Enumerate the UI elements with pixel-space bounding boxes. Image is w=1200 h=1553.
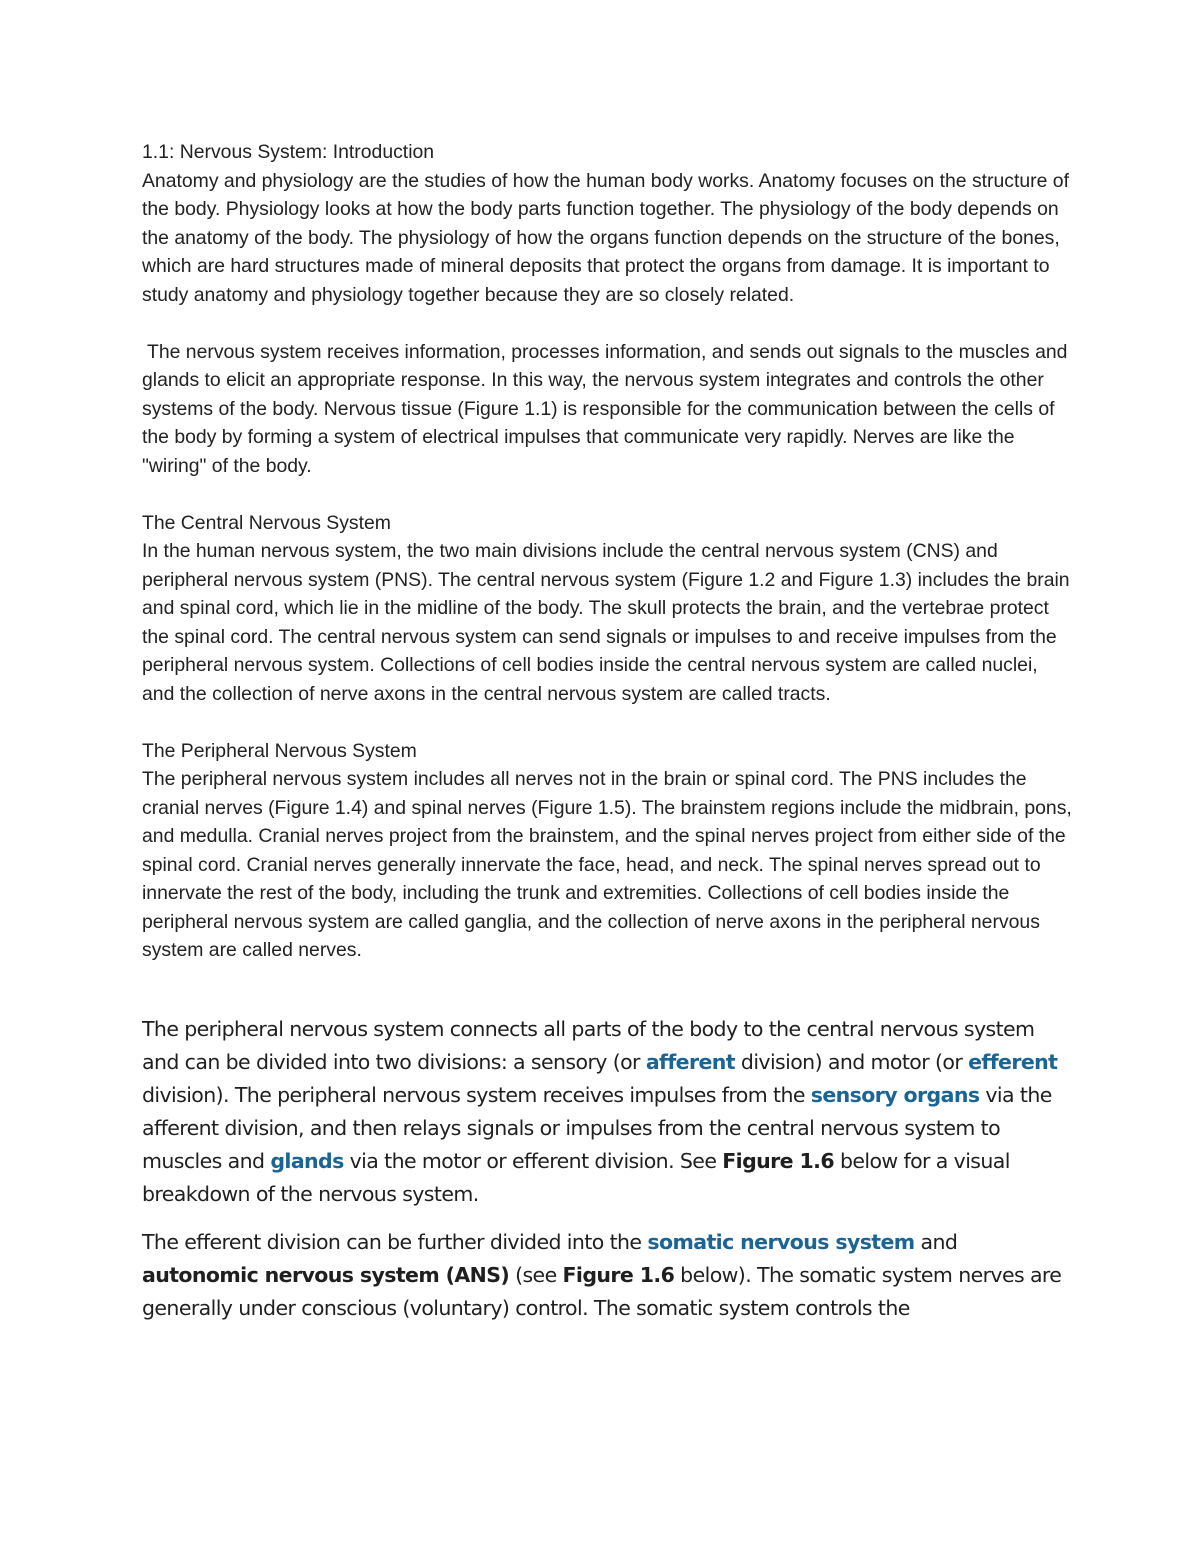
text-run: The efferent division can be further divided into the [142,1229,648,1254]
text-run: The peripheral nervous system connects all parts of the body to the central nervous system and can be divided into two divisions: a sensory (or [142,1016,1035,1074]
afferent-link[interactable]: afferent [645,1049,735,1074]
pns-heading: The Peripheral Nervous System [142,739,417,762]
text-run: below). The somatic system nerves are generally under conscious (voluntary) control. The somatic system controls the [142,1262,1062,1320]
arial-section [142,138,1072,965]
cns-heading: The Central Nervous System [142,511,391,534]
figure-reference: Figure 1.6 [722,1148,835,1173]
document-page [142,138,1072,1325]
divisions-section [142,1013,1072,1211]
cns-paragraph: In the human nervous system, the two main divisions include the central nervous system (CNS) and peripheral nervous system (PNS). The central nervous system (Figure 1.2 and Figure 1.3) includes the brain and spinal cord, which lie in the midline of the body. The skull protects the brain, and the vertebrae protect the spinal cord. The central nervous system can send signals or impulses to and receive impulses from the peripheral nervous system. Collections of cell bodies inside the central nervous system are called nuclei, and the collection of nerve axons in the central nervous system are called tracts. [142,540,1070,705]
text-run: via the motor or efferent division. See [343,1148,723,1173]
spacer [142,309,1072,338]
text-run: via the afferent division, and then relays signals or impulses from the central nervous system to muscles and [142,1082,1052,1173]
somatic-nervous-system-link[interactable]: somatic nervous system [647,1229,915,1254]
sensory-organs-link[interactable]: sensory organs [810,1082,980,1107]
ans-term: autonomic nervous system (ANS) [142,1262,510,1287]
text-run: (see [509,1262,563,1287]
figure-reference: Figure 1.6 [562,1262,675,1287]
nervous-system-paragraph: The nervous system receives information, processes information, and sends out signals to the muscles and glands to elicit an appropriate response. In this way, the nervous system integrates and controls the other systems of the body. Nervous tissue (Figure 1.1) is responsible for the communication between the cells of the body by forming a system of electrical impulses that communicate very rapidly. Nerves are like the "wiring" of the body. [142,340,1068,477]
text-run: division) and motor (or [735,1049,969,1074]
cns-section [142,509,1072,709]
pns-section [142,737,1072,965]
efferent-link[interactable]: efferent [968,1049,1058,1074]
divisions-paragraph [142,1013,1072,1211]
efferent-division-paragraph [142,1226,1072,1325]
intro-paragraph: Anatomy and physiology are the studies of how the human body works. Anatomy focuses on the structure of the body. Physiology looks at how the body parts function together. The physiology of the body depends on the anatomy of the body. The physiology of how the organs function depends on the structure of the bones, which are hard structures made of mineral deposits that protect the organs from damage. It is important to study anatomy and physiology together because they are so closely related. [142,169,1069,306]
text-run: below for a visual breakdown of the nervous system. [142,1148,1010,1206]
text-run: division). The peripheral nervous system receives impulses from the [142,1082,811,1107]
efferent-division-section [142,1226,1072,1325]
text-run: and [914,1229,958,1254]
intro-heading: 1.1: Nervous System: Introduction [142,141,435,163]
pns-paragraph: The peripheral nervous system includes all nerves not in the brain or spinal cord. The PNS includes the cranial nerves (Figure 1.4) and spinal nerves (Figure 1.5). The brainstem regions include the midbrain, pons, and medulla. Cranial nerves project from the brainstem, and the spinal nerves project from either side of the spinal cord. Cranial nerves generally innervate the face, head, and neck. The spinal nerves spread out to innervate the rest of the body, including the trunk and extremities. Collections of cell bodies inside the peripheral nervous system are called ganglia, and the collection of nerve axons in the peripheral nervous system are called nerves. [142,768,1072,961]
glands-link[interactable]: glands [270,1148,344,1173]
